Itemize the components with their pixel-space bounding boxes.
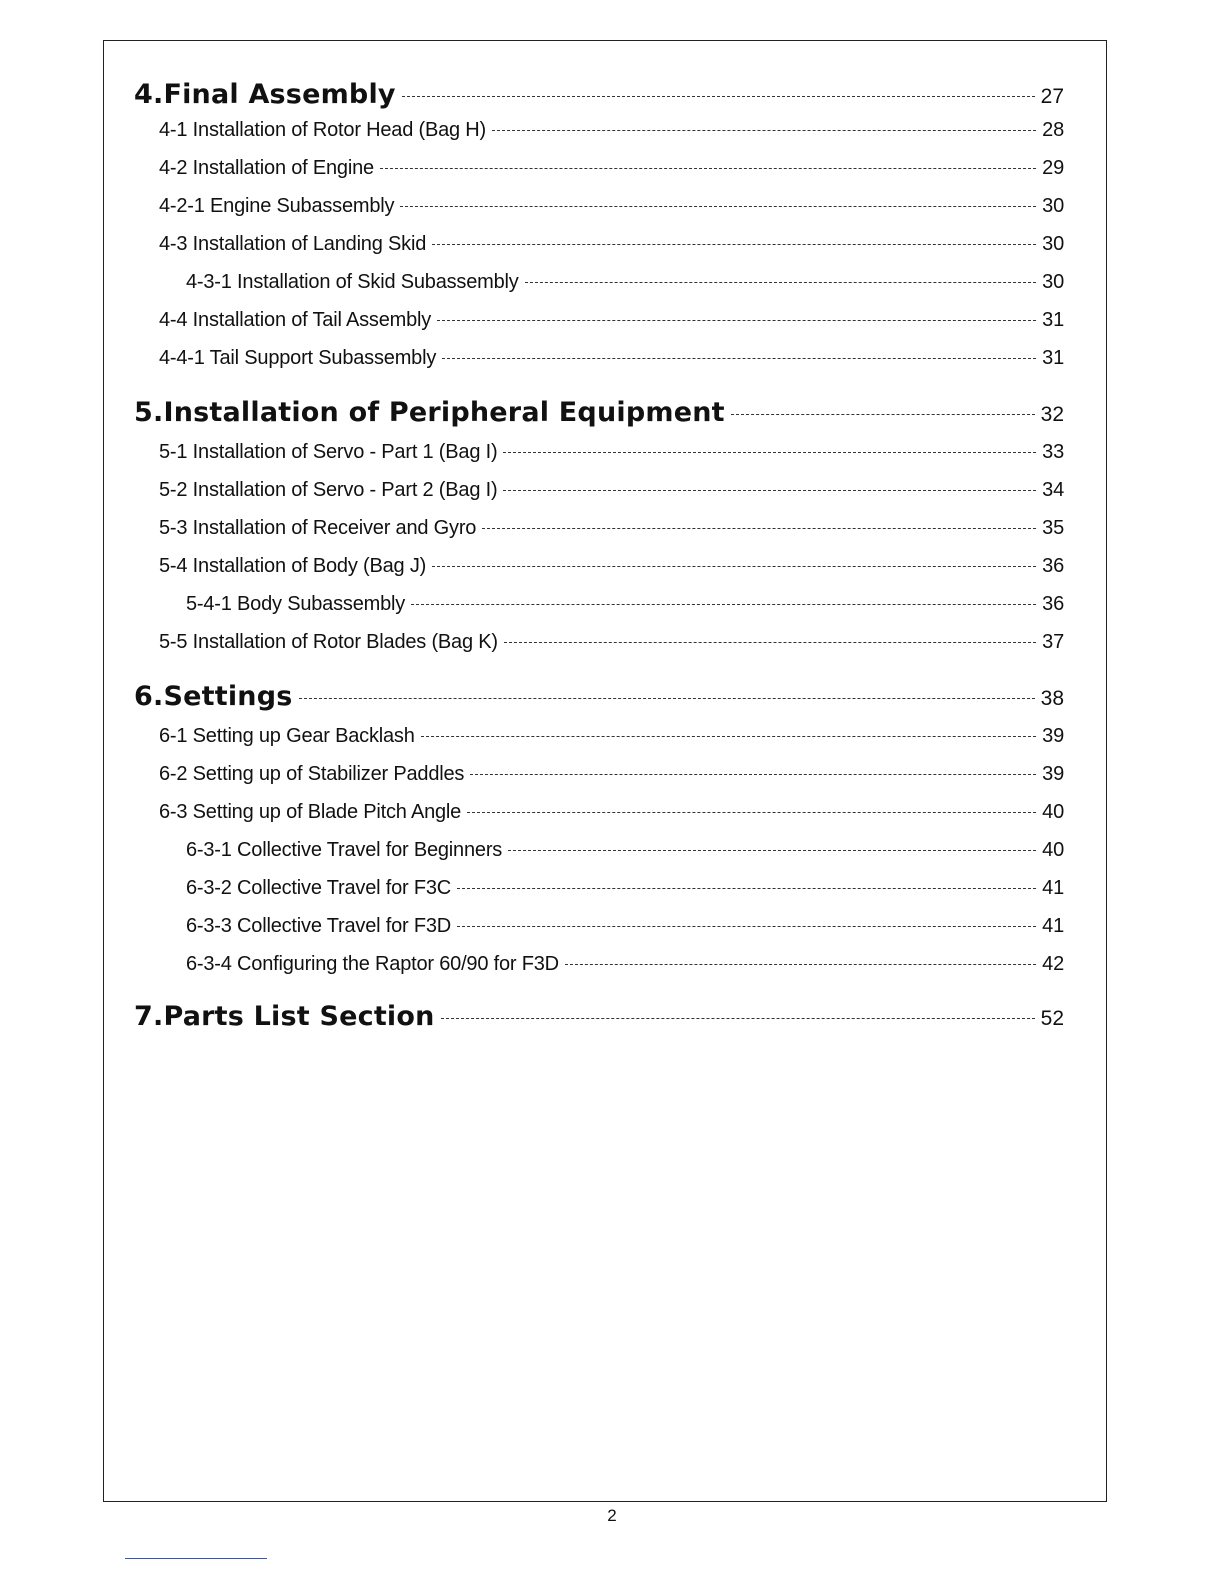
toc-page-number: 41 bbox=[1042, 877, 1064, 899]
dotted-leader bbox=[421, 736, 1036, 737]
dotted-leader bbox=[525, 282, 1037, 283]
toc-entry-row[interactable] bbox=[186, 839, 1064, 862]
toc-entry-title: 4-2-1 Engine Subassembly bbox=[159, 195, 395, 217]
toc-entry-title: 4-2 Installation of Engine bbox=[159, 157, 374, 179]
toc-entry-row[interactable] bbox=[159, 309, 1064, 332]
toc-page-number: 34 bbox=[1042, 479, 1064, 501]
dotted-leader bbox=[432, 244, 1036, 245]
toc-entry-row[interactable] bbox=[186, 271, 1064, 294]
dotted-leader bbox=[482, 528, 1036, 529]
toc-page-number: 40 bbox=[1042, 801, 1064, 823]
toc-entry-title: 6-3 Setting up of Blade Pitch Angle bbox=[159, 801, 462, 823]
toc-entry-title: 6-2 Setting up of Stabilizer Paddles bbox=[159, 763, 465, 785]
footer-link-underline bbox=[125, 1558, 267, 1559]
toc-entry-row[interactable] bbox=[159, 763, 1064, 786]
dotted-leader bbox=[411, 604, 1036, 605]
toc-page-number: 41 bbox=[1042, 915, 1064, 937]
toc-page-number: 37 bbox=[1042, 631, 1064, 653]
table-of-contents bbox=[104, 41, 1106, 1501]
toc-entry-row[interactable] bbox=[159, 441, 1064, 464]
toc-entry-title: 5-5 Installation of Rotor Blades (Bag K) bbox=[159, 631, 498, 653]
toc-entry-title: 5-2 Installation of Servo - Part 2 (Bag I) bbox=[159, 479, 498, 501]
toc-page-number: 29 bbox=[1042, 157, 1064, 179]
toc-entry-title: 5-3 Installation of Receiver and Gyro bbox=[159, 517, 477, 539]
toc-entry-title: 5-4-1 Body Subassembly bbox=[186, 593, 406, 615]
toc-entry-title: 6-1 Setting up Gear Backlash bbox=[159, 725, 415, 747]
toc-page-number: 40 bbox=[1042, 839, 1064, 861]
toc-page-number: 32 bbox=[1040, 403, 1064, 426]
dotted-leader bbox=[504, 642, 1036, 643]
toc-entry-row[interactable] bbox=[159, 119, 1064, 142]
toc-entry-title: 6-3-2 Collective Travel for F3C bbox=[186, 877, 452, 899]
dotted-leader bbox=[467, 812, 1036, 813]
toc-page-number: 27 bbox=[1040, 85, 1064, 108]
toc-section-row[interactable] bbox=[134, 681, 1064, 712]
toc-entry-row[interactable] bbox=[159, 801, 1064, 824]
toc-page-number: 33 bbox=[1042, 441, 1064, 463]
dotted-leader bbox=[442, 358, 1036, 359]
toc-page-number: 35 bbox=[1042, 517, 1064, 539]
toc-page-number: 39 bbox=[1042, 725, 1064, 747]
toc-entry-row[interactable] bbox=[159, 233, 1064, 256]
toc-section-title: 4.Final Assembly bbox=[134, 79, 396, 110]
toc-entry-row[interactable] bbox=[186, 877, 1064, 900]
dotted-leader bbox=[731, 414, 1035, 415]
dotted-leader bbox=[508, 850, 1036, 851]
toc-entry-row[interactable] bbox=[159, 725, 1064, 748]
toc-entry-title: 5-1 Installation of Servo - Part 1 (Bag I) bbox=[159, 441, 498, 463]
toc-page-number: 31 bbox=[1042, 347, 1064, 369]
toc-page-number: 30 bbox=[1042, 271, 1064, 293]
dotted-leader bbox=[441, 1018, 1035, 1019]
toc-entry-row[interactable] bbox=[159, 479, 1064, 502]
page-number: 2 bbox=[607, 1506, 617, 1525]
toc-entry-title: 4-3 Installation of Landing Skid bbox=[159, 233, 427, 255]
toc-entry-row[interactable] bbox=[186, 915, 1064, 938]
toc-entry-title: 4-4-1 Tail Support Subassembly bbox=[159, 347, 437, 369]
dotted-leader bbox=[503, 490, 1036, 491]
toc-page-number: 42 bbox=[1042, 953, 1064, 975]
page-frame bbox=[103, 40, 1107, 1502]
dotted-leader bbox=[432, 566, 1036, 567]
toc-section-row[interactable] bbox=[134, 79, 1064, 110]
toc-entry-row[interactable] bbox=[186, 593, 1064, 616]
toc-page-number: 28 bbox=[1042, 119, 1064, 141]
toc-entry-title: 5-4 Installation of Body (Bag J) bbox=[159, 555, 427, 577]
toc-page-number: 36 bbox=[1042, 555, 1064, 577]
dotted-leader bbox=[380, 168, 1036, 169]
toc-page-number: 31 bbox=[1042, 309, 1064, 331]
toc-section-title: 6.Settings bbox=[134, 681, 293, 712]
toc-page-number: 30 bbox=[1042, 195, 1064, 217]
toc-entry-row[interactable] bbox=[159, 157, 1064, 180]
toc-page-number: 52 bbox=[1040, 1007, 1064, 1030]
dotted-leader bbox=[565, 964, 1036, 965]
toc-entry-title: 4-4 Installation of Tail Assembly bbox=[159, 309, 432, 331]
toc-entry-row[interactable] bbox=[159, 347, 1064, 370]
dotted-leader bbox=[400, 206, 1036, 207]
toc-entry-title: 4-1 Installation of Rotor Head (Bag H) bbox=[159, 119, 487, 141]
toc-section-title: 5.Installation of Peripheral Equipment bbox=[134, 397, 725, 428]
toc-section-row[interactable] bbox=[134, 397, 1064, 428]
toc-entry-row[interactable] bbox=[159, 195, 1064, 218]
toc-page-number: 36 bbox=[1042, 593, 1064, 615]
toc-entry-title: 6-3-4 Configuring the Raptor 60/90 for F3D bbox=[186, 953, 559, 975]
dotted-leader bbox=[457, 888, 1036, 889]
toc-entry-row[interactable] bbox=[159, 517, 1064, 540]
toc-entry-title: 6-3-1 Collective Travel for Beginners bbox=[186, 839, 503, 861]
dotted-leader bbox=[402, 96, 1035, 97]
toc-page-number: 30 bbox=[1042, 233, 1064, 255]
dotted-leader bbox=[299, 698, 1035, 699]
toc-entry-row[interactable] bbox=[186, 953, 1064, 976]
dotted-leader bbox=[492, 130, 1036, 131]
dotted-leader bbox=[457, 926, 1036, 927]
toc-entry-row[interactable] bbox=[159, 555, 1064, 578]
toc-entry-title: 4-3-1 Installation of Skid Subassembly bbox=[186, 271, 519, 293]
dotted-leader bbox=[503, 452, 1036, 453]
toc-section-row[interactable] bbox=[134, 1001, 1064, 1032]
dotted-leader bbox=[470, 774, 1036, 775]
toc-entry-title: 6-3-3 Collective Travel for F3D bbox=[186, 915, 452, 937]
dotted-leader bbox=[437, 320, 1036, 321]
toc-page-number: 39 bbox=[1042, 763, 1064, 785]
toc-page-number: 38 bbox=[1040, 687, 1064, 710]
toc-entry-row[interactable] bbox=[159, 631, 1064, 654]
toc-section-title: 7.Parts List Section bbox=[134, 1001, 435, 1032]
